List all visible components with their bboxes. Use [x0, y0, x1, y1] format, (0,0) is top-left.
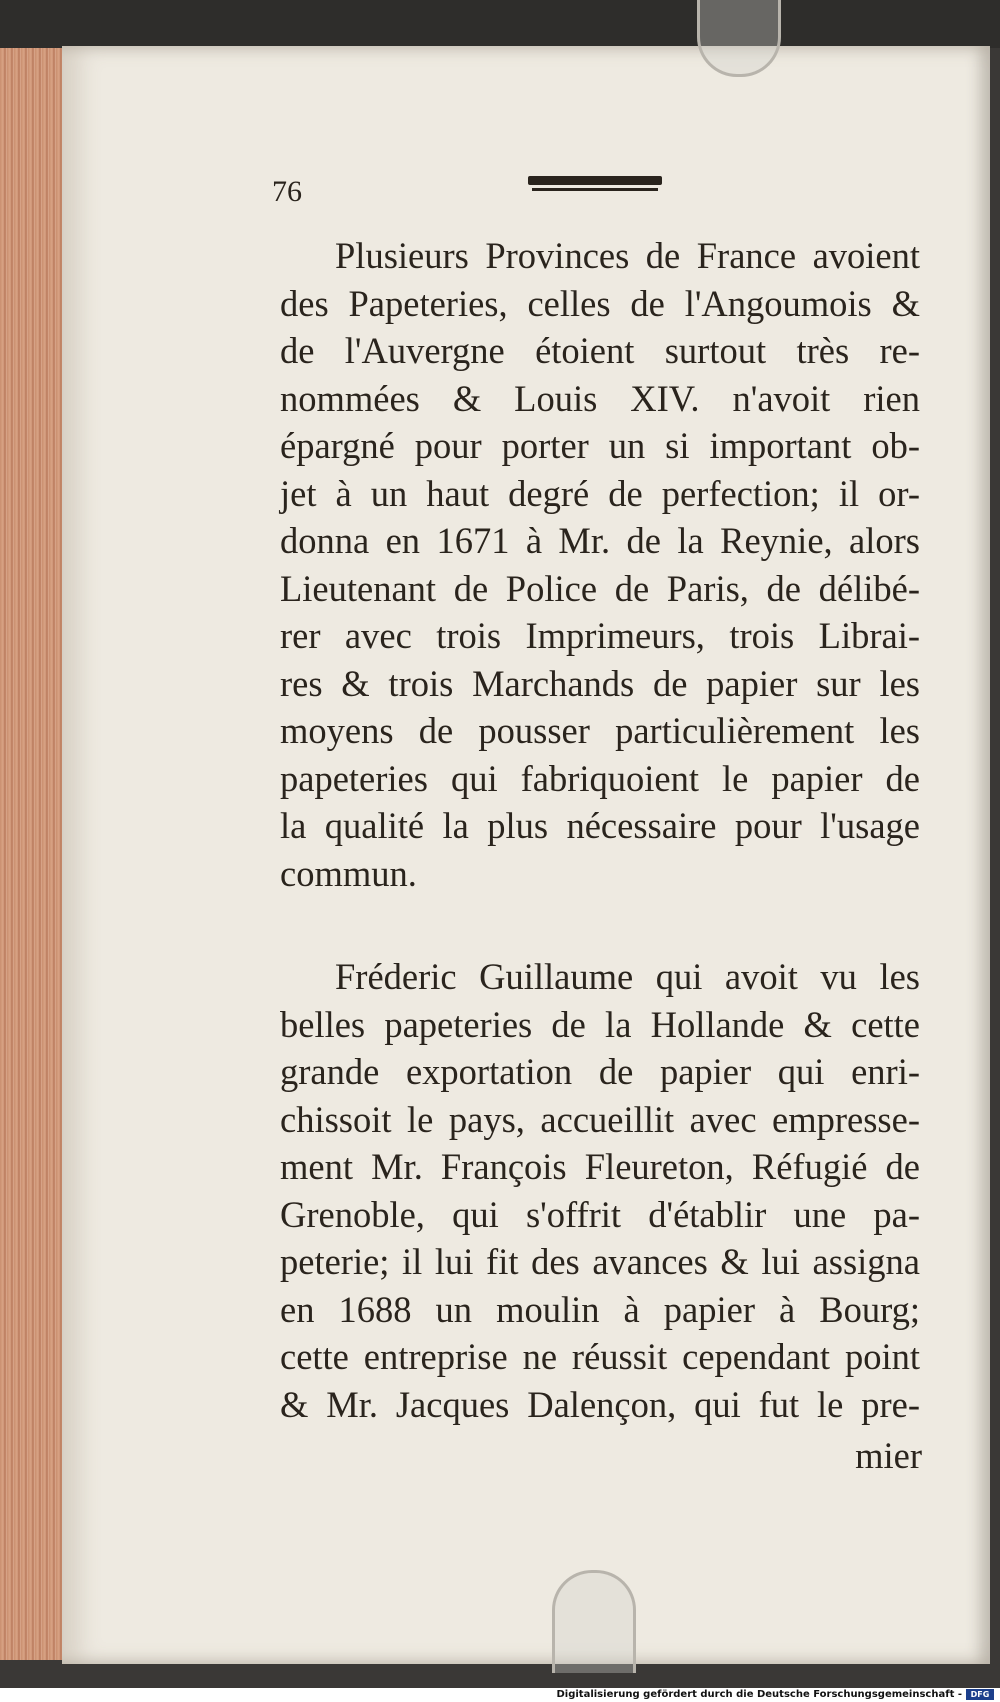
text-line: Grenoble, qui s'offrit d'établir une pa-: [280, 1193, 920, 1235]
scan-top-bar: [0, 0, 1000, 48]
text-line: & Mr. Jacques Dalençon, qui fut le pre-: [280, 1383, 920, 1425]
text-line: nommées & Louis XIV. n'avoit rien: [280, 377, 920, 419]
page-number: 76: [272, 175, 302, 208]
catchword: mier: [855, 1435, 922, 1476]
book-clip-bottom: [552, 1570, 636, 1673]
text-line: de l'Auvergne étoient surtout très re-: [280, 330, 920, 371]
book-clip-top: [697, 0, 781, 77]
text-line: grande exportation de papier qui enri-: [280, 1051, 920, 1092]
digitization-footer: [0, 1688, 1000, 1702]
text-line: ment Mr. François Fleureton, Réfugié de: [280, 1146, 920, 1187]
text-line: Fréderic Guillaume qui avoit vu les: [335, 956, 920, 997]
text-line: papeteries qui fabriquoient le papier de: [280, 757, 920, 799]
text-line: en 1688 un moulin à papier à Bourg;: [280, 1288, 920, 1330]
paragraph-1: [280, 232, 920, 897]
text-line: Lieutenant de Police de Paris, de délibé-: [280, 567, 920, 609]
dfg-logo: DFG: [966, 1689, 994, 1700]
text-line: des Papeteries, celles de l'Angoumois &: [280, 282, 920, 324]
text-line: res & trois Marchands de papier sur les: [280, 662, 920, 704]
text-line: belles papeteries de la Hollande & cette: [280, 1003, 920, 1045]
text-line: commun.: [280, 852, 417, 894]
text-line: cette entreprise ne réussit cependant point: [280, 1336, 920, 1377]
header-ornament: [528, 176, 662, 185]
text-line: épargné pour porter un si important ob-: [280, 425, 920, 466]
funding-credit: Digitalisierung gefördert durch die Deutsche Forschungsgemeinschaft -: [556, 1689, 962, 1700]
text-line: jet à un haut degré de perfection; il or-: [280, 472, 920, 514]
text-line: rer avec trois Imprimeurs, trois Librai-: [280, 615, 920, 656]
text-line: Plusieurs Provinces de France avoient: [335, 235, 920, 276]
paragraph-2: [280, 953, 920, 1428]
text-line: la qualité la plus nécessaire pour l'usage: [280, 805, 920, 846]
text-line: chissoit le pays, accueillit avec empresse-: [280, 1098, 920, 1140]
text-line: peterie; il lui fit des avances & lui assigna: [280, 1241, 920, 1282]
text-line: donna en 1671 à Mr. de la Reynie, alors: [280, 520, 920, 561]
text-line: moyens de pousser particulièrement les: [280, 710, 920, 751]
